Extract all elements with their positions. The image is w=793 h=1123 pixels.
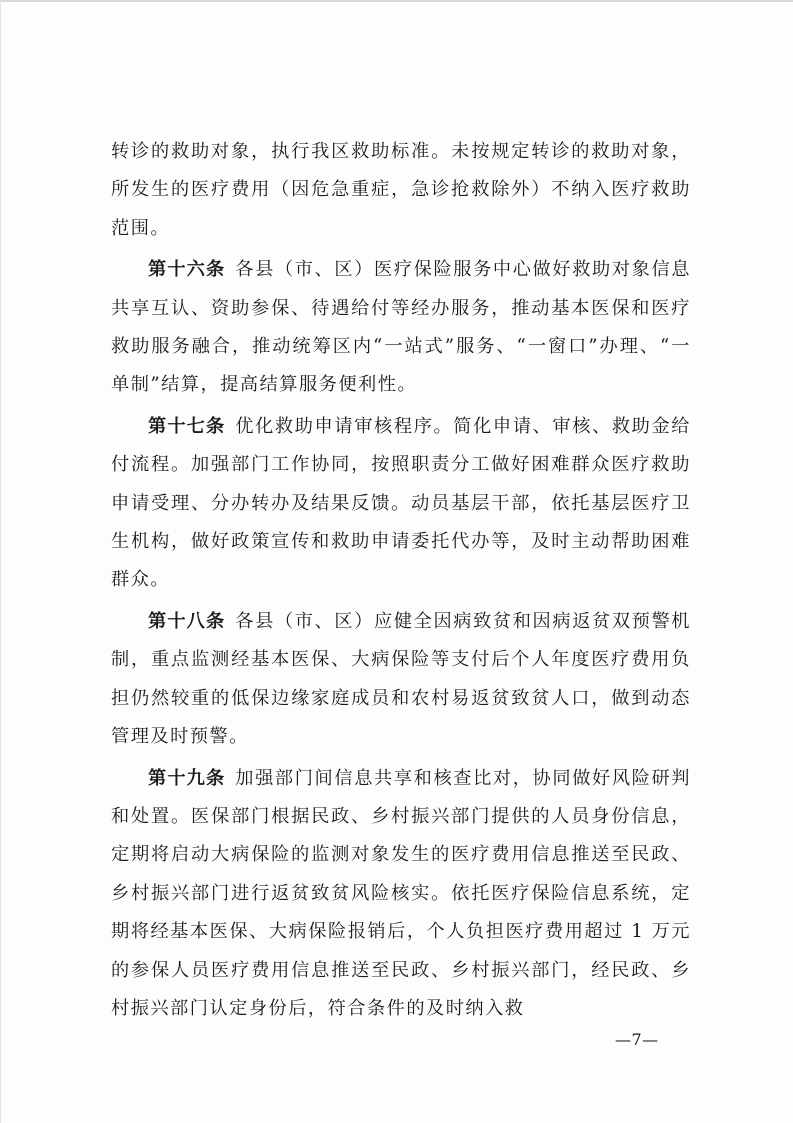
article-18-heading: 第十八条 — [148, 610, 226, 632]
article-19-heading: 第十九条 — [148, 767, 226, 789]
intro-paragraph: 转诊的救助对象，执行我区救助标准。未按规定转诊的救助对象，所发生的医疗费用（因危急重症，急诊抢救除外）不纳入医疗救助范围。 — [111, 141, 691, 239]
article-17-heading: 第十七条 — [148, 415, 226, 437]
article-16 — [111, 251, 691, 405]
document-body — [111, 133, 691, 1028]
page-number: —7— — [615, 1030, 659, 1049]
article-18-body: 各县（市、区）应健全因病致贫和因病返贫双预警机制，重点监测经基本医保、大病保险等支付后个人年度医疗费用负担仍然较重的低保边缘家庭成员和农村易返贫致贫人口，做到动态管理及时预警。 — [111, 610, 691, 748]
article-18 — [111, 603, 691, 757]
article-19 — [111, 760, 691, 1029]
article-16-heading: 第十六条 — [148, 259, 226, 281]
article-19-body: 加强部门间信息共享和核查比对，协同做好风险研判和处置。医保部门根据民政、乡村振兴部门提供的人员身份信息，定期将启动大病保险的监测对象发生的医疗费用信息推送至民政、乡村振兴部门进行返贫致贫风险核实。依托医疗保险信息系统，定期将经基本医保、大病保险报销后，个人负担医疗费用超过 1 万元的参保人员医疗费用信息推送至民政、乡村振兴部门，经民政、乡村振兴部门认定身份后，符合条件的及时纳入救 — [111, 767, 691, 1019]
article-17 — [111, 408, 691, 600]
article-16-body: 各县（市、区）医疗保险服务中心做好救助对象信息共享互认、资助参保、待遇给付等经办服务，推动基本医保和医疗救助服务融合，推动统筹区内“一站式”服务、“一窗口”办理、“一单制”结算，提高结算服务便利性。 — [111, 259, 691, 396]
article-17-body: 优化救助申请审核程序。简化申请、审核、救助金给付流程。加强部门工作协同，按照职责分工做好困难群众医疗救助申请受理、分办转办及结果反馈。动员基层干部，依托基层医疗卫生机构，做好政策宣传和救助申请委托代办等，及时主动帮助困难群众。 — [111, 415, 691, 591]
